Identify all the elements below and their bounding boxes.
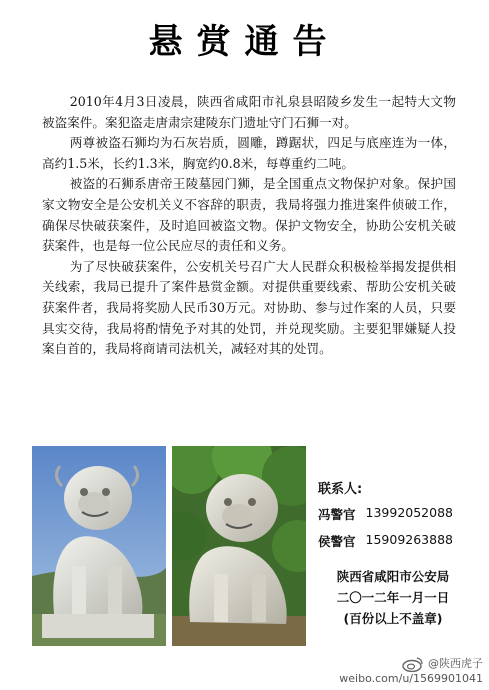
issuer-org: 陕西省咸阳市公安局 (336, 569, 450, 584)
notice-title: 悬赏通告 (148, 22, 341, 62)
issue-date: 二〇一二年一月一日 (336, 590, 450, 605)
weibo-logo-icon (402, 656, 424, 672)
contact-row (318, 532, 478, 550)
paragraph-description: 两尊被盗石狮均为石灰岩质，圆雕，蹲踞状，四足与底座连为一体，高约1.5米，长约1.3米，胸宽约0.8米，每尊重约二吨。 (42, 135, 456, 171)
contact-name: 冯警官 (318, 507, 356, 522)
contact-row (318, 505, 478, 523)
contact-block (318, 478, 478, 559)
contact-name: 侯警官 (318, 534, 356, 549)
contact-label: 联系人: (318, 482, 363, 497)
seal-note: (百份以上不盖章) (343, 611, 443, 626)
contact-phone: 13992052088 (365, 505, 453, 520)
stone-lion-photo-left (32, 446, 166, 646)
paragraph-reward: 为了尽快破获案件，公安机关号召广大人民群众积极检举揭发提供相关线索，我局已提升了案件悬赏金额。对提供重要线索、帮助公安机关破获案件者，我局将奖励人民币30万元。对协助、参与过作案的人员，只要具实交待，我局将酌情免予对其的处罚，并兑现奖励。主要犯罪嫌疑人投案自首的，我局将商请司法机关，减轻对其的处罚。 (42, 258, 456, 357)
watermark-url: weibo.com/u/1569901041 (339, 672, 483, 685)
watermark-handle: @陕西虎子 (428, 657, 483, 670)
notice-body (42, 92, 456, 360)
stone-lion-photo-right (172, 446, 306, 646)
paragraph-incident: 2010年4月3日凌晨，陕西省咸阳市礼泉县昭陵乡发生一起特大文物被盗案件。案犯盗走唐肃宗建陵东门遗址守门石狮一对。 (42, 94, 456, 130)
weibo-watermark (339, 656, 483, 686)
contact-phone: 15909263888 (365, 532, 453, 547)
issuer-block (318, 566, 468, 629)
paragraph-significance: 被盗的石狮系唐帝王陵墓园门狮，是全国重点文物保护对象。保护国家文物安全是公安机关义不容辞的职责，我局将强力推进案件侦破工作，确保尽快破获案件，及时追回被盗文物。保护文物安全，协助公安机关破获案件，也是每一位公民应尽的责任和义务。 (42, 176, 456, 254)
